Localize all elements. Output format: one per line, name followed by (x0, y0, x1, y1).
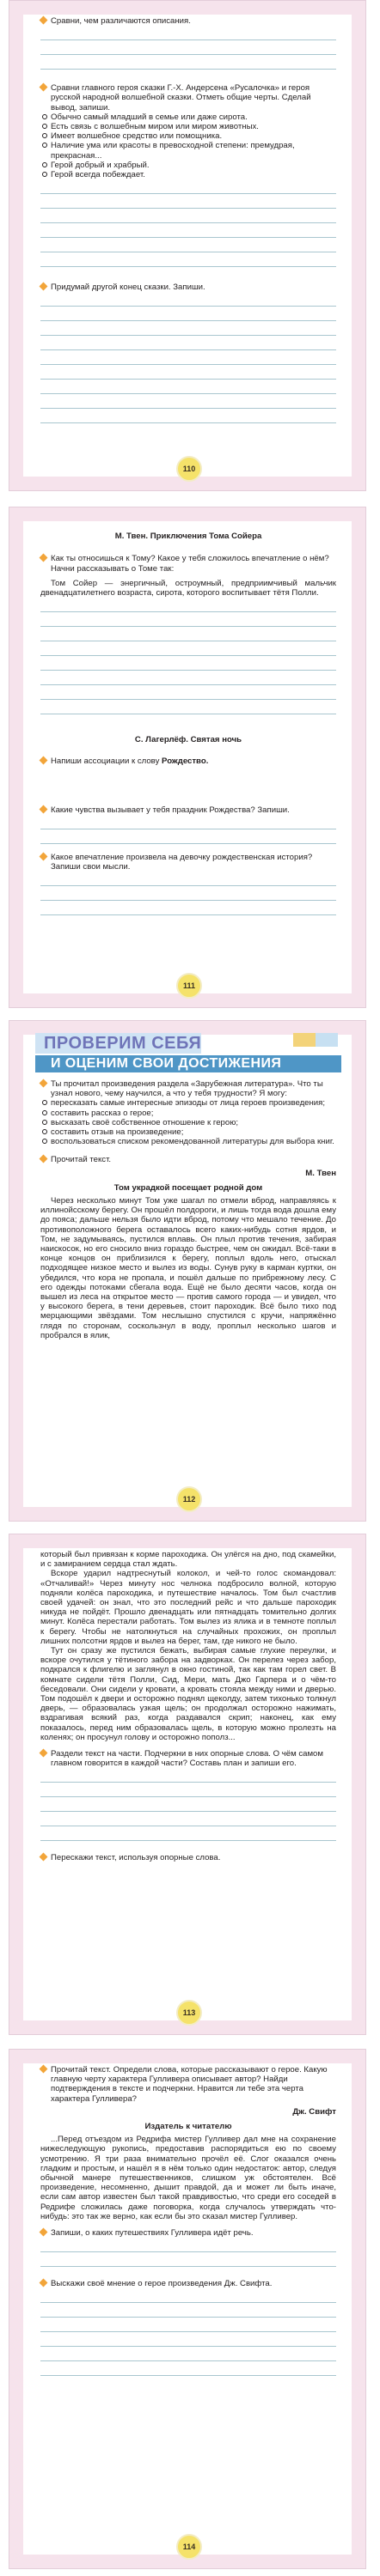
text-title: Издатель к читателю (144, 2122, 232, 2132)
task-marker-icon (40, 2228, 48, 2237)
section-heading: С. Лагерлёф. Святая ночь (134, 734, 242, 744)
task-marker-icon (40, 1079, 48, 1088)
task-other-ending: Придумай другой конец сказки. Запиши. (40, 283, 336, 292)
banner-tab (316, 1033, 338, 1047)
page-number: 111 (176, 973, 202, 999)
page-114 (9, 2049, 366, 2569)
page-112 (9, 1020, 366, 1522)
answer-lines[interactable] (40, 815, 336, 844)
option-item[interactable]: Герой всегда побеждает. (40, 170, 336, 179)
option-item[interactable]: составить рассказ о герое; (40, 1109, 336, 1118)
page-110 (9, 0, 366, 491)
task-marker-icon (40, 1853, 48, 1862)
radio-circle-icon[interactable] (42, 143, 47, 148)
text-title: Том украдкой посещает родной дом (113, 1182, 263, 1193)
radio-circle-icon[interactable] (42, 162, 47, 167)
option-item[interactable]: составить отзыв на произведение; (40, 1127, 336, 1137)
radio-circle-icon[interactable] (42, 1129, 47, 1134)
task-associations: Напиши ассоциации к слову Рождество. (40, 756, 336, 766)
option-item[interactable]: Имеет волшебное средство или помощника. (40, 131, 336, 141)
task-marker-icon (40, 283, 48, 291)
page-number: 114 (176, 2534, 202, 2560)
task-marker-icon (40, 554, 48, 562)
task-compare-heroes: Сравни главного героя сказки Г.-Х. Андерсена «Русалочка» и героя русской народной волшебной сказки. Отметь общие черты. Сделай вывод, запиши. (40, 83, 336, 112)
task-compare-descriptions: Сравни, чем различаются описания. (40, 16, 336, 26)
sample-answer-text: Том Сойер — энергичный, остроумный, предприимчивый мальчик двенадцатилетнего возраста, сирота, которого воспитывает тётя Полли. (40, 578, 336, 598)
answer-lines[interactable] (40, 2288, 336, 2376)
radio-circle-icon[interactable] (42, 1110, 47, 1115)
option-item[interactable]: воспользоваться списком рекомендованной литературы для выбора книг. (40, 1137, 336, 1146)
page-number: 110 (176, 456, 202, 482)
task-marker-icon (40, 853, 48, 861)
reading-text: ...Перед отъездом из Редрифа мистер Гулливер дал мне на сохранение нижеследующую рукопись, предоставив распорядиться ею по своему усмотрению. Я три раза внимательно прочёл её. Слог оказался очень гладким и простым, и нашёл я в нём только один недостаток: автор, следуя обычной манере путешественников, слишком уж обстоятелен. Всё произведение, несомненно, дышит правдой, да и может ли быть иначе, если сам автор известен был такой правдивостью, что среди его соседей в Редрифе сложилась даже поговорка, когда случалось утверждать что-нибудь: это так же верно, как если бы это сказал мистер Гулливер. (40, 2135, 336, 2221)
task-marker-icon (40, 756, 48, 764)
task-gulliver-character: Прочитай текст. Определи слова, которые рассказывают о герое. Какую главную черту характера Гулливера описывает автор? Найди подтверждения в тексте и подчеркни. Нравится ли тебе эта черта характера Гулливера? (40, 2065, 336, 2104)
reading-text: Через несколько минут Том уже шагал по отмели вброд, направляясь к иллинойсскому берегу. Он прошёл полдороги, и лишь тогда вода дошла ему до пояса; дальше нельзя было идти вброд, потому что мешало течение. До противоположного берега оставалось всего каких-нибудь сотня ярдов, и Том, не задумываясь, пустился вплавь. Он плыл против течения, забирая наискосок, но его сносило вниз гораздо быстрее, чем он ожидал. Всё-таки в конце концов он приблизился к берегу, поплыл вдоль него, отыскал подходящее низкое место и вылез из воды. Сунув руку в карман куртки, он убедился, что кора не пропала, и пошёл дальше по прибрежному лесу. С его одежды потоками сбегала вода. Ещё не было десяти часов, когда он вышел из леса на открытое место — против самого города — и увидел, что у высокого берега, в тени деревьев, стоит пароходик. Всё было тихо под мерцающими звёздами. Том неслышно спустился с кручи, напряжённо глядя по сторонам, соскользнул в воду, проплыл несколько шагов и пробрался в ялик, (40, 1196, 336, 1340)
author-name: Дж. Свифт (292, 2106, 336, 2117)
radio-circle-icon[interactable] (42, 1139, 47, 1144)
banner-tab (293, 1033, 316, 1047)
task-christmas-feelings: Какие чувства вызывает у тебя праздник Рождества? Запиши. (40, 805, 336, 815)
task-girl-impression: Какое впечатление произвела на девочку рождественская история? Запиши свои мысли. (40, 853, 336, 872)
reading-text: Тут он сразу же пустился бежать, выбирая самые глухие переулки, и вскоре очутился у тётиного забора на задворках. Он перелез через забор, подкрался к флигелю и заглянул в окно гостиной, так как там горел свет. В комнате сидели тётя Полли, Сид, Мери, мать Джо Гарпера и о чём-то беседовали. Они сидели у кровати, а кровать стояла между ними и дверью. Том подошёл к двери и осторожно поднял щеколду, затем тихонько толкнул дверь, — образовалась узкая щель; он продолжал осторожно нажимать, вздрагивая всякий раз, когда раздавался скрип; наконец, как ему показалось, перед ним образовалась щель, в которую можно пролезть на коленях; он просунул голову и осторожно пополз... (40, 1646, 336, 1742)
task-gulliver-travels: Запиши, о каких путешествиях Гулливера идёт речь. (40, 2228, 336, 2238)
task-read-text: Прочитай текст. (40, 1155, 336, 1164)
radio-circle-icon[interactable] (42, 114, 47, 119)
answer-lines[interactable] (40, 179, 336, 267)
reading-text: который был привязан к корме пароходика. Он улёгся на дно, под скамейки, и с замиранием сердца стал ждать. (40, 1550, 336, 1570)
answer-lines[interactable] (40, 1768, 336, 1841)
task-marker-icon (40, 1155, 48, 1163)
option-item[interactable]: Обычно самый младший в семье или даже сирота. (40, 112, 336, 122)
task-retell: Перескажи текст, используя опорные слова. (40, 1853, 336, 1862)
answer-lines[interactable] (40, 598, 336, 714)
page-113 (9, 1534, 366, 2035)
radio-circle-icon[interactable] (42, 133, 47, 138)
task-attitude-tom: Как ты относишься к Тому? Какое у тебя сложилось впечатление о нём? Начни рассказывать о Томе так: (40, 554, 336, 573)
section-heading: М. Твен. Приключения Тома Сойера (114, 531, 262, 541)
task-opinion-hero: Выскажи своё мнение о герое произведения Дж. Свифта. (40, 2279, 336, 2288)
radio-circle-icon[interactable] (42, 1120, 47, 1125)
task-marker-icon (40, 805, 48, 813)
task-self-check: Ты прочитал произведения раздела «Зарубежная литература». Что ты узнал нового, чему научился, а что у тебя трудности? Я могу: (40, 1079, 336, 1098)
answer-space[interactable] (40, 766, 336, 805)
radio-circle-icon[interactable] (42, 172, 47, 177)
page-number: 112 (176, 1486, 202, 1512)
option-item[interactable]: Наличие ума или красоты в превосходной степени: премудрая, прекрасная... (40, 141, 336, 160)
option-item[interactable]: Герой добрый и храбрый. (40, 161, 336, 170)
option-item[interactable]: Есть связь с волшебным миром или миром животных. (40, 122, 336, 131)
answer-lines[interactable] (40, 2238, 336, 2267)
option-item[interactable]: высказать своё собственное отношение к герою; (40, 1118, 336, 1127)
answer-lines[interactable] (40, 872, 336, 915)
page-111 (9, 507, 366, 1008)
answer-lines[interactable] (40, 292, 336, 423)
task-marker-icon (40, 2065, 48, 2074)
banner-subtitle: И ОЦЕНИМ СВОИ ДОСТИЖЕНИЯ (35, 1055, 341, 1072)
task-marker-icon (40, 2279, 48, 2287)
reading-text: Вскоре ударил надтреснутый колокол, и чей-то голос скомандовал: «Отчаливай!» Через минуту нос челнока подбросило волной, которую подняли колёса пароходика, и путешествие началось. Том был счастлив своей удачей: он знал, что это последний рейс и что дальше пароходик никуда не пойдёт. Прошло двенадцать или пятнадцать томительно долгих минут. Колёса перестали работать. Том вылез из ялика и в темноте поплыл к берегу. Чтобы не натолкнуться на случайных прохожих, он проплыл лишних полсотни ярдов и вылез на берег, там, где никого не было. (40, 1569, 336, 1646)
task-marker-icon (40, 83, 48, 92)
answer-lines[interactable] (40, 26, 336, 70)
banner-title: ПРОВЕРИМ СЕБЯ (35, 1033, 201, 1054)
radio-circle-icon[interactable] (42, 1100, 47, 1105)
page-number: 113 (176, 2000, 202, 2026)
author-name: М. Твен (305, 1168, 336, 1178)
option-item[interactable]: пересказать самые интересные эпизоды от лица героев произведения; (40, 1098, 336, 1108)
task-marker-icon (40, 16, 48, 25)
radio-circle-icon[interactable] (42, 124, 47, 129)
task-divide-text: Раздели текст на части. Подчеркни в них опорные слова. О чём самом главном говорится в каждой части? Составь план и запиши его. (40, 1749, 336, 1768)
section-banner (35, 1033, 341, 1074)
task-marker-icon (40, 1749, 48, 1758)
